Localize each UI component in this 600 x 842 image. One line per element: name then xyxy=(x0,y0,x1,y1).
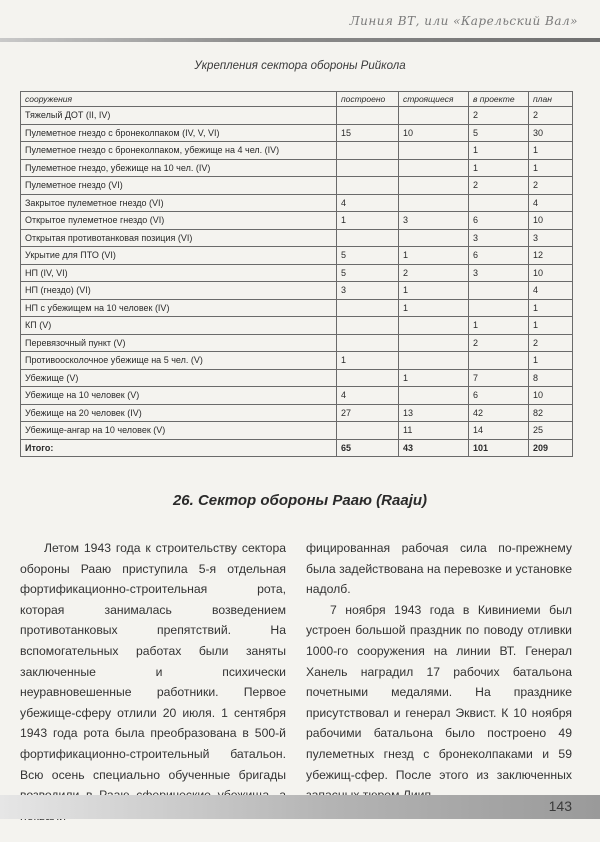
value-cell xyxy=(469,194,529,212)
row-label-cell: Противоосколочное убежище на 5 чел. (V) xyxy=(21,352,337,370)
value-cell: 8 xyxy=(529,369,573,387)
table-row xyxy=(21,334,573,352)
paragraph: 7 ноября 1943 года в Кивиниеми был устроен большой праздник по поводу отливки 1000-го сооружения на линии ВТ. Генерал Ханель наградил 17 рабочих батальона почетными медалями. На празднике присутствовал и генерал Эквист. К 10 ноября рабочими батальона было построено 49 пулеметных гнезд с бронеколпаками и 59 убежищ-сфер. После этого из заключенных xyxy=(306,602,572,782)
page-number: 143 xyxy=(548,798,572,814)
value-cell: 6 xyxy=(469,387,529,405)
value-cell: 3 xyxy=(337,282,399,300)
value-cell: 4 xyxy=(529,194,573,212)
row-label-cell: НП (гнездо) (VI) xyxy=(21,282,337,300)
value-cell: 1 xyxy=(399,282,469,300)
value-cell: 1 xyxy=(469,317,529,335)
value-cell: 14 xyxy=(469,422,529,440)
table-row xyxy=(21,369,573,387)
value-cell xyxy=(337,299,399,317)
table-header-row xyxy=(21,92,573,107)
value-cell: 3 xyxy=(469,229,529,247)
value-cell xyxy=(337,334,399,352)
row-label-cell: Пулеметное гнездо с бронеколпаком (IV, V, VI) xyxy=(21,124,337,142)
row-label-cell: Укрытие для ПТО (VI) xyxy=(21,247,337,265)
value-cell xyxy=(399,352,469,370)
table-row xyxy=(21,247,573,265)
table-row xyxy=(21,404,573,422)
header-rule xyxy=(0,38,600,42)
header-cell: построено xyxy=(337,92,399,107)
value-cell: 2 xyxy=(469,107,529,125)
value-cell xyxy=(337,107,399,125)
table-row xyxy=(21,212,573,230)
value-cell: 1 xyxy=(337,352,399,370)
row-label-cell: Закрытое пулеметное гнездо (VI) xyxy=(21,194,337,212)
value-cell xyxy=(399,334,469,352)
row-label-cell: Пулеметное гнездо (VI) xyxy=(21,177,337,195)
paragraph: Летом 1943 года к строительству сектора обороны Рааю приступила 5-я отдельная фортификационно-строительная рота, которая занималась возведением противотанковых препятствий. На вспомогательных работах были заняты заключенные и психически неуравновешенные работники. Первое убежище-сферу отлили 20 июля. 1 сентября 1943 года рота была преобразована в 500-й фортификационно-строительный батальон. Всю осень специально обученные бригады xyxy=(20,541,286,782)
value-cell: 3 xyxy=(529,229,573,247)
table-row xyxy=(21,124,573,142)
value-cell xyxy=(399,194,469,212)
total-label-cell: Итого: xyxy=(21,439,337,457)
value-cell: 6 xyxy=(469,212,529,230)
value-cell xyxy=(399,107,469,125)
running-head: Линия ВТ, или «Карельский Вал» xyxy=(349,14,578,28)
row-label-cell: КП (V) xyxy=(21,317,337,335)
value-cell: 3 xyxy=(469,264,529,282)
value-cell xyxy=(469,282,529,300)
value-cell: 82 xyxy=(529,404,573,422)
row-label-cell: Убежище-ангар на 10 человек (V) xyxy=(21,422,337,440)
value-cell: 13 xyxy=(399,404,469,422)
value-cell: 15 xyxy=(337,124,399,142)
table-row xyxy=(21,142,573,160)
section-heading: 26. Сектор обороны Рааю (Raaju) xyxy=(172,492,428,509)
right-column xyxy=(306,538,572,806)
total-row xyxy=(21,439,573,457)
row-label-cell: Открытое пулеметное гнездо (VI) xyxy=(21,212,337,230)
value-cell xyxy=(337,369,399,387)
value-cell: 25 xyxy=(529,422,573,440)
value-cell: 3 xyxy=(399,212,469,230)
value-cell: 42 xyxy=(469,404,529,422)
row-label-cell: Тяжелый ДОТ (II, IV) xyxy=(21,107,337,125)
total-value-cell: 43 xyxy=(399,439,469,457)
footer-bar xyxy=(0,795,600,819)
value-cell: 10 xyxy=(529,212,573,230)
value-cell: 7 xyxy=(469,369,529,387)
header-cell: строящиеся xyxy=(399,92,469,107)
value-cell: 4 xyxy=(529,282,573,300)
value-cell xyxy=(337,142,399,160)
row-label-cell: Пулеметное гнездо с бронеколпаком, убежище на 4 чел. (IV) xyxy=(21,142,337,160)
row-label-cell: Убежище на 10 человек (V) xyxy=(21,387,337,405)
value-cell: 10 xyxy=(529,387,573,405)
value-cell: 10 xyxy=(529,264,573,282)
fortifications-table xyxy=(20,91,573,457)
table-row xyxy=(21,107,573,125)
table-row xyxy=(21,229,573,247)
value-cell: 2 xyxy=(469,334,529,352)
value-cell: 5 xyxy=(469,124,529,142)
row-label-cell: Пулеметное гнездо, убежище на 10 чел. (IV) xyxy=(21,159,337,177)
value-cell: 4 xyxy=(337,194,399,212)
value-cell: 10 xyxy=(399,124,469,142)
total-value-cell: 65 xyxy=(337,439,399,457)
table-row xyxy=(21,352,573,370)
value-cell: 1 xyxy=(469,142,529,160)
total-value-cell: 209 xyxy=(529,439,573,457)
table-row xyxy=(21,387,573,405)
value-cell xyxy=(469,352,529,370)
row-label-cell: Открытая противотанковая позиция (VI) xyxy=(21,229,337,247)
value-cell xyxy=(337,159,399,177)
value-cell: 1 xyxy=(529,352,573,370)
value-cell xyxy=(399,317,469,335)
table-row xyxy=(21,159,573,177)
value-cell: 2 xyxy=(399,264,469,282)
value-cell: 5 xyxy=(337,264,399,282)
value-cell: 2 xyxy=(469,177,529,195)
value-cell: 1 xyxy=(529,299,573,317)
row-label-cell: НП (IV, VI) xyxy=(21,264,337,282)
value-cell: 12 xyxy=(529,247,573,265)
value-cell: 1 xyxy=(529,317,573,335)
table-row xyxy=(21,422,573,440)
value-cell xyxy=(337,422,399,440)
table-row xyxy=(21,299,573,317)
value-cell xyxy=(469,299,529,317)
value-cell: 1 xyxy=(529,159,573,177)
row-label-cell: Перевязочный пункт (V) xyxy=(21,334,337,352)
table-row xyxy=(21,282,573,300)
value-cell: 1 xyxy=(529,142,573,160)
value-cell xyxy=(399,387,469,405)
value-cell xyxy=(399,142,469,160)
header-cell: план xyxy=(529,92,573,107)
value-cell: 2 xyxy=(529,107,573,125)
table-row xyxy=(21,194,573,212)
value-cell xyxy=(399,177,469,195)
value-cell: 5 xyxy=(337,247,399,265)
table-row xyxy=(21,264,573,282)
value-cell: 1 xyxy=(337,212,399,230)
value-cell: 6 xyxy=(469,247,529,265)
left-column xyxy=(20,538,286,826)
table-row xyxy=(21,177,573,195)
header-cell: в проекте xyxy=(469,92,529,107)
value-cell xyxy=(337,177,399,195)
row-label-cell: НП с убежищем на 10 человек (IV) xyxy=(21,299,337,317)
table-body xyxy=(21,107,573,457)
value-cell: 1 xyxy=(399,299,469,317)
value-cell: 11 xyxy=(399,422,469,440)
row-label-cell: Убежище на 20 человек (IV) xyxy=(21,404,337,422)
table-title: Укрепления сектора обороны Рийкола xyxy=(194,60,406,72)
row-label-cell: Убежище (V) xyxy=(21,369,337,387)
value-cell xyxy=(337,317,399,335)
value-cell: 30 xyxy=(529,124,573,142)
paragraph: фицированная рабочая сила по-прежнему была задействована на перевозке и установке надолб. xyxy=(306,541,572,597)
value-cell xyxy=(399,229,469,247)
value-cell: 2 xyxy=(529,177,573,195)
value-cell: 1 xyxy=(469,159,529,177)
value-cell xyxy=(399,159,469,177)
value-cell: 4 xyxy=(337,387,399,405)
value-cell xyxy=(337,229,399,247)
value-cell: 27 xyxy=(337,404,399,422)
value-cell: 1 xyxy=(399,247,469,265)
total-value-cell: 101 xyxy=(469,439,529,457)
header-cell: сооружения xyxy=(21,92,337,107)
table-row xyxy=(21,317,573,335)
value-cell: 1 xyxy=(399,369,469,387)
value-cell: 2 xyxy=(529,334,573,352)
